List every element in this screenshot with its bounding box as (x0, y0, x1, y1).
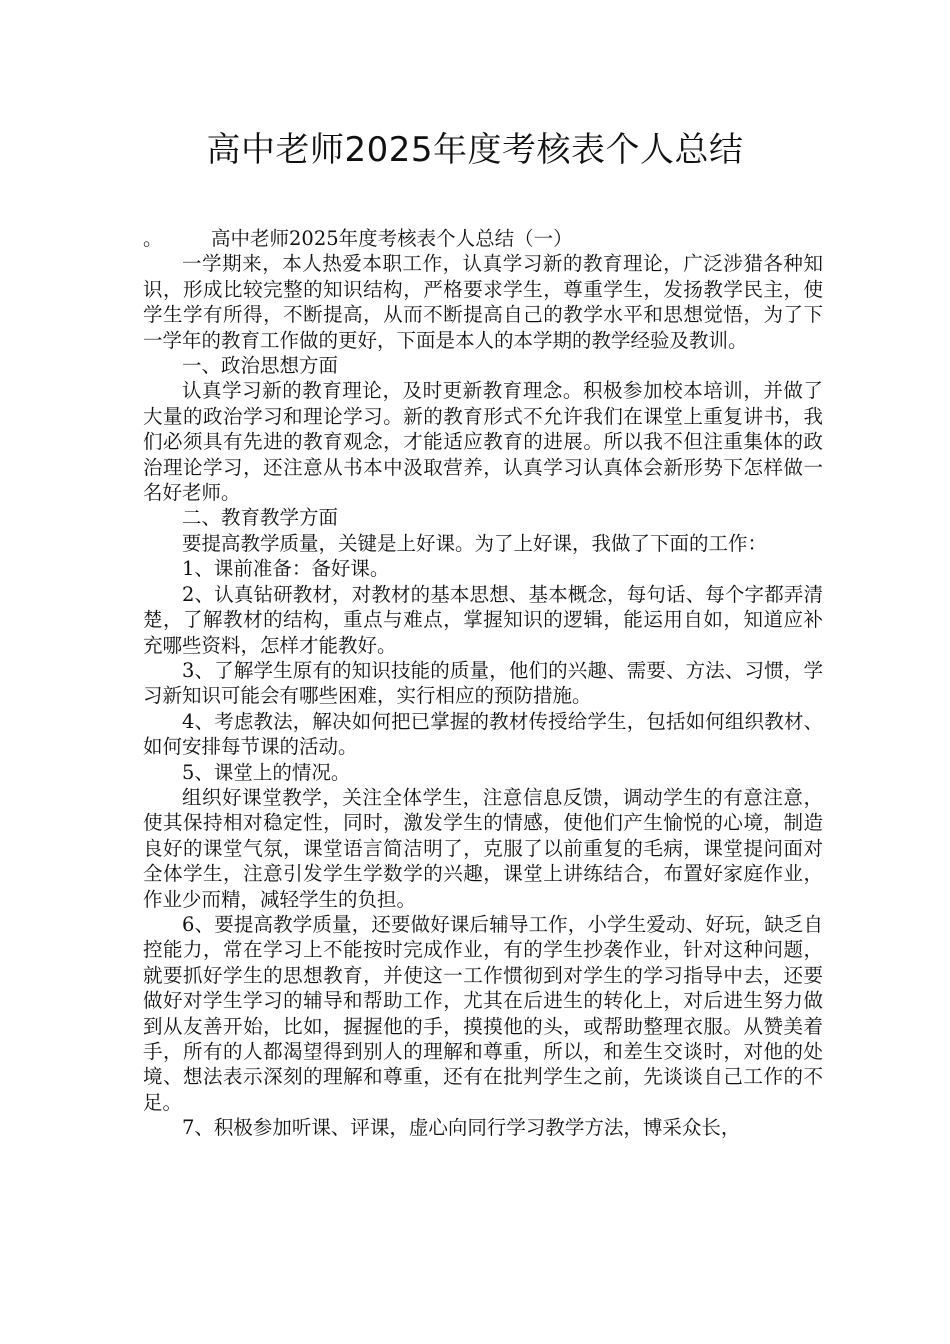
paragraph-classroom: 组织好课堂教学，关注全体学生，注意信息反馈，调动学生的有意注意，使其保持相对稳定性，同时，激发学生的情感，使他们产生愉悦的心境，制造良好的课堂气氛，课堂语言简洁明了，克服了以前重复的毛病，课堂提问面对全体学生，注意引发学生学数学的兴趣，课堂上讲练结合，布置好家庭作业，作业少而精，减轻学生的负担。 (143, 785, 823, 911)
heading-political: 一、政治思想方面 (182, 354, 339, 378)
document-body (143, 226, 823, 1141)
list-item-4: 4、考虑教法，解决如何把已掌握的教材传授给学生，包括如何组织教材、如何安排每节课的活动。 (143, 709, 823, 759)
section-subtitle (143, 226, 823, 251)
paragraph-political: 认真学习新的教育理论，及时更新教育理念。积极参加校本培训，并做了大量的政治学习和理论学习。新的教育形式不允许我们在课堂上重复讲书，我们必须具有先进的教育观念，才能适应教育的进展。所以我不但注重集体的政治理论学习，还注意从书本中汲取营养，认真学习认真体会新形势下怎样做一名好老师。 (143, 379, 823, 505)
paragraph-teaching-intro: 要提高教学质量，关键是上好课。为了上好课，我做了下面的工作： (182, 531, 768, 555)
document-title: 高中老师2025年度考核表个人总结 (206, 130, 744, 170)
list-item-7: 7、积极参加听课、评课，虚心向同行学习教学方法，博采众长， (182, 1116, 741, 1140)
list-item-5: 5、课堂上的情况。 (182, 760, 351, 784)
heading-teaching: 二、教育教学方面 (182, 506, 339, 530)
lead-mark: 。 (143, 227, 163, 250)
paragraph-intro: 一学期来，本人热爱本职工作，认真学习新的教育理论，广泛涉猎各种知识，形成比较完整的知识结构，严格要求学生，尊重学生，发扬教学民主，使学生学有所得，不断提高，从而不断提高自己的教学水平和思想觉悟，为了下一学年的教育工作做的更好，下面是本人的本学期的教学经验及教训。 (143, 252, 823, 352)
subtitle-text: 高中老师2025年度考核表个人总结（一） (211, 227, 573, 250)
list-item-1: 1、课前准备：备好课。 (182, 557, 390, 581)
list-item-3: 3、了解学生原有的知识技能的质量，他们的兴趣、需要、方法、习惯，学习新知识可能会有哪些困难，实行相应的预防措施。 (143, 658, 823, 708)
list-item-6: 6、要提高教学质量，还要做好课后辅导工作，小学生爱动、好玩，缺乏自控能力，常在学习上不能按时完成作业，有的学生抄袭作业，针对这种问题，就要抓好学生的思想教育，并使这一工作惯彻到对学生的学习指导中去，还要做好对学生学习的辅导和帮助工作，尤其在后进生的转化上，对后进生努力做到从友善开始，比如，握握他的手，摸摸他的头，或帮助整理衣服。从赞美着手，所有的人都渴望得到别人的理解和尊重，所以，和差生交谈时，对他的处境、想法表示深刻的理解和尊重，还有在批判学生之前，先谈谈自己工作的不足。 (143, 912, 823, 1114)
list-item-2: 2、认真钻研教材，对教材的基本思想、基本概念，每句话、每个字都弄清楚，了解教材的结构，重点与难点，掌握知识的逻辑，能运用自如，知道应补充哪些资料，怎样才能教好。 (143, 582, 823, 657)
